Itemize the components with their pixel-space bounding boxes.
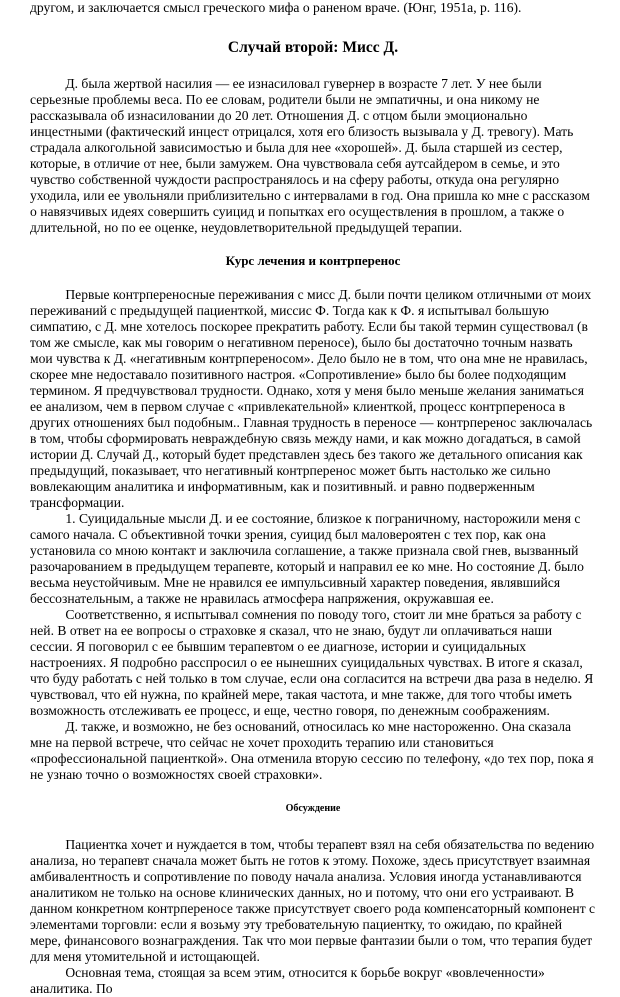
discussion-paragraph: Пациентка хочет и нуждается в том, чтобы терапевт взял на себя обязательства по ведению анализа, но терапевт сначала может быть не готов к этому. Похоже, здесь присутствует взаимная амбивалентность и сопротивление по поводу начала анализа. Условия иногда устанавливаются аналитиком не только на основе клинических данных, но и потому, что они его устраивают. В данном конкретном контрпереносе также присутствует своего рода компенсаторный компонент с элементами торговли: если я возьму эту требовательную пациентку, то ожидаю, по крайней мере, финансового вознаграждения. Так что мои первые фантазии были о том, что терапия будет для меня утомительной и истощающей. — [30, 837, 596, 964]
treatment-paragraph: 1. Суицидальные мысли Д. и ее состояние, близкое к пограничному, насторожили меня с самого начала. С объективной точки зрения, суицид был маловероятен с тех пор, как она установила со мною контакт и заключила соглашение, а также признала свой гнев, вызванный разочарованием в предыдущем терапевте, который и направил ее ко мне. Но состояние Д. было весьма неустойчивым. Мне не нравился ее импульсивный характер поведения, являвшийся бессознательным, а также не нравилась атмосфера напряжения, окружавшая ее. — [30, 511, 584, 606]
discussion-title: Обсуждение — [285, 803, 341, 814]
section-title: Случай второй: Мисс Д. — [227, 39, 399, 56]
treatment-paragraph: Первые контрпереносные переживания с мисс Д. были почти целиком отличными от моих переживаний с предыдущей пациенткой, миссис Ф. Тогда как к Ф. я испытывал большую симпатию, с Д. мне хотелось поскорее прекратить работу. Если бы такой термин существовал (в том же смысле, как мы говорим о негативном переносе), было бы достаточно точным назвать мои чувства к Д. «негативным контрпереносом». Дело было не в том, что она мне не нравилась, скорее мне недоставало позитивного настроя. «Сопротивление» было бы более подходящим термином. Я предчувствовал трудности. Однако, хотя у меня было меньше желания заниматься ее анализом, чем в первом случае с «привлекательной» клиенткой, процесс контрпереноса в других отношениях был подобным.. Главная трудность в переносе — контрперенос заключалась в том, чтобы сформировать невраждебную связь между нами, и как можно догадаться, в самой истории Д. Случай Д., который будет представлен здесь без такого же детального описания как предыдущий, показывает, что негативный контрперенос может быть настолько же сильно вовлекающим аналитика и информативным, как и позитивный. и равно подверженным трансформации. — [30, 287, 593, 510]
case-paragraph: Д. была жертвой насилия — ее изнасиловал гувернер в возрасте 7 лет. У нее были серьезные проблемы веса. По ее словам, родители были не эмпатичны, и она никому не рассказывала об изнасиловании до 20 лет. Отношения Д. с отцом были эмоционально инцестными (фактический инцест отрицался, хотя его близость вызывала у Д. тревогу). Мать страдала алкогольной зависимостью и была для нее «хорошей». Д. была старшей из сестер, которые, в отличие от нее, были замужем. Она чувствовала себя аутсайдером в семье, и это чувство собственной чуждости распространялось и на сферу работы, откуда она регулярно уходила, или ее увольняли приблизительно с интервалами в год. Она пришла ко мне с рассказом о навязчивых идеях совершить суицид и попытках его осуществления в прошлом, а также о длительной, но по ее оценке, неудовлетворительной предыдущей терапии. — [30, 76, 590, 235]
treatment-paragraph: Соответственно, я испытывал сомнения по поводу того, стоит ли мне браться за работу с ней. В ответ на ее вопросы о страховке я сказал, что не знаю, будут ли оплачиваться наши сессии. Я поговорил с ее бывшим терапевтом о ее диагнозе, истории и суицидальных настроениях. Я подробно расспросил о ее нынешних суицидальных чувствах. В итоге я сказал, что буду работать с ней только в том случае, если она согласится на встречи два раза в неделю. Я чувствовал, что ей нужна, по крайней мере, такая частота, и мне также, для того чтобы иметь возможность отслеживать ее процесс, и еще, честно говоря, по денежным соображениям. — [30, 607, 594, 718]
discussion-paragraph: Основная тема, стоящая за всем этим, относится к борьбе вокруг «вовлеченности» аналитика. По — [30, 965, 545, 996]
intro-line: другом, и заключается смысл греческого мифа о раненом враче. (Юнг, 1951а, р. 116). — [30, 0, 522, 15]
subsection-title: Курс лечения и контрперенос — [225, 253, 401, 268]
treatment-paragraph: Д. также, и возможно, не без оснований, относилась ко мне настороженно. Она сказала мне на первой встрече, что сейчас не хочет проходить терапию или становиться «профессиональной пациенткой». Она отменила вторую сессию по телефону, «до тех пор, пока я не узнаю точно о возможностях своей страховки». — [30, 719, 594, 782]
